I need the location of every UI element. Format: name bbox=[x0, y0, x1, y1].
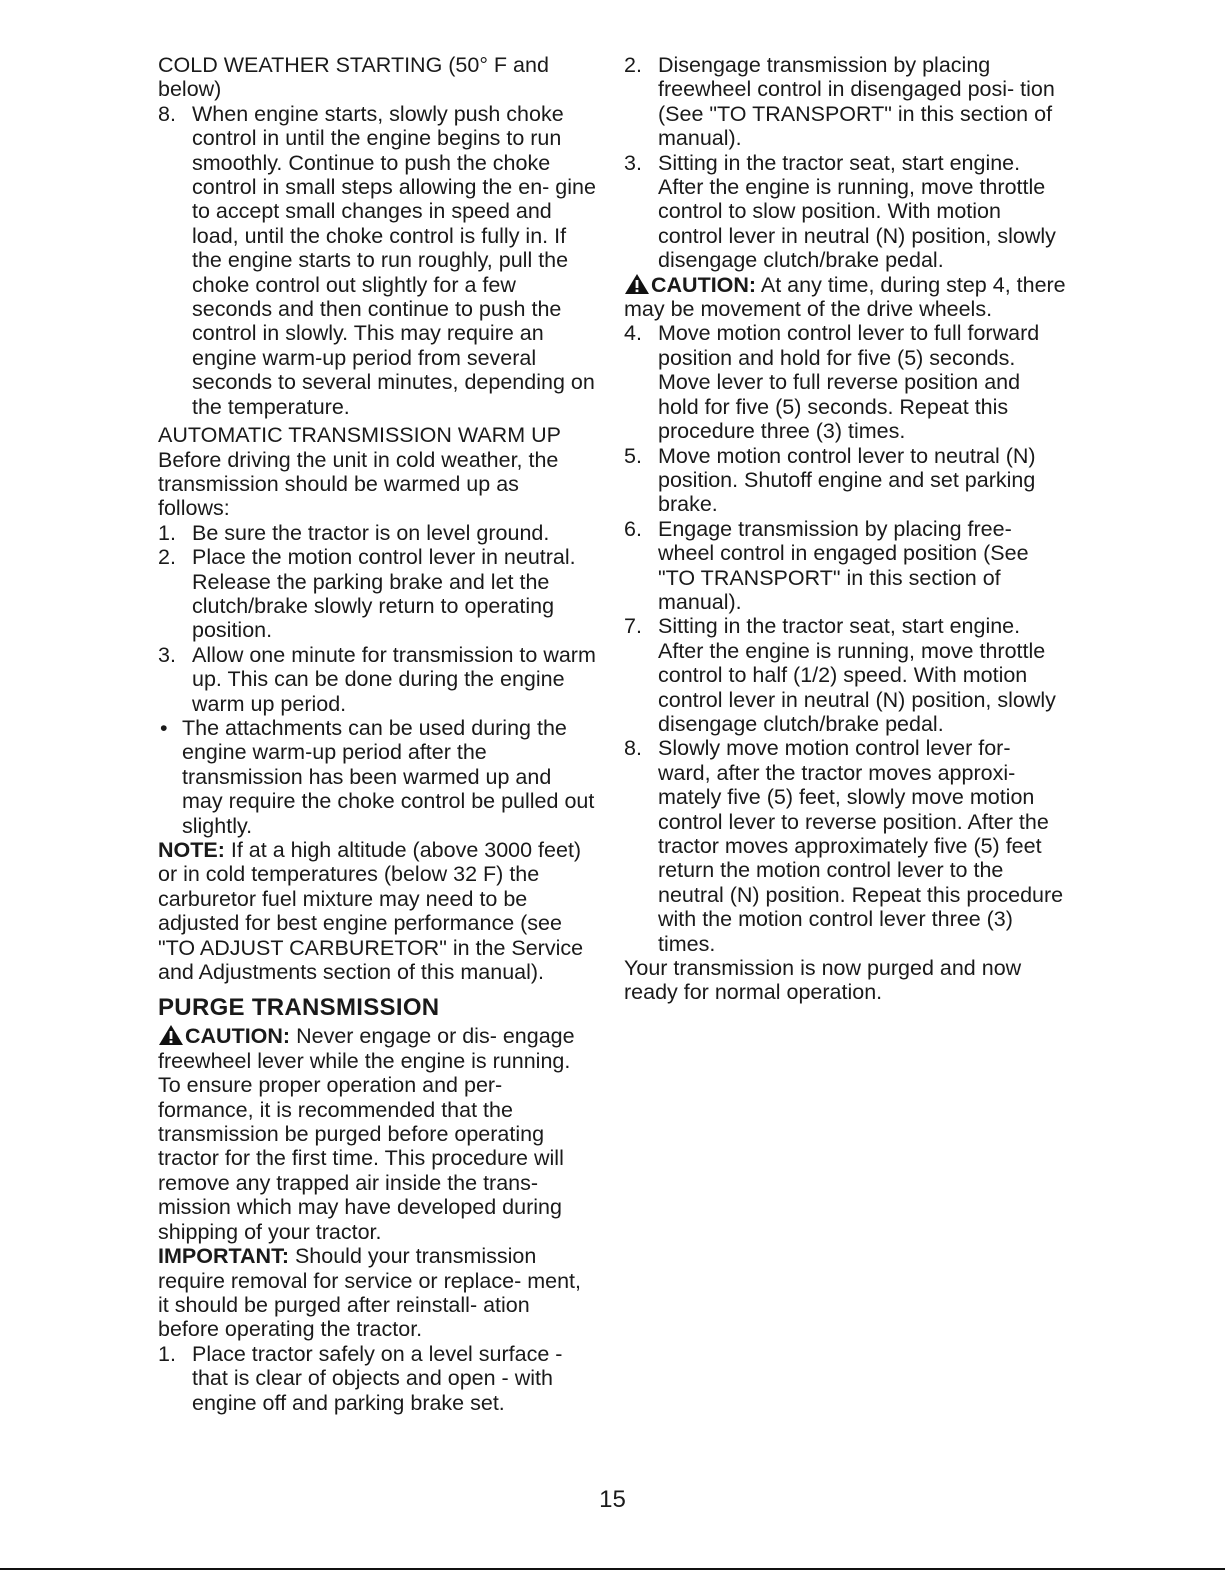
step-number: 1. bbox=[158, 520, 176, 545]
list-item bbox=[158, 545, 596, 643]
step-number: 8. bbox=[158, 101, 176, 126]
step-text: Sitting in the tractor seat, start engine. After the engine is running, move throttle control to slow position. With motion control lever in neutral (N) position, slowly disengage clutch/brake pedal. bbox=[658, 150, 1056, 273]
note-paragraph bbox=[158, 838, 596, 984]
closing-paragraph: Your transmission is now purged and now ready for normal operation. bbox=[624, 956, 1022, 1005]
auto-transmission-intro: Before driving the unit in cold weather, the transmission should be warmed up as follows: bbox=[158, 447, 559, 521]
list-item bbox=[624, 53, 1066, 151]
step-text: Place the motion control lever in neutral. Release the parking brake and let the clutch/brake slowly return to operating position. bbox=[192, 545, 576, 643]
step-text: Allow one minute for transmission to warm up. This can be done during the engine warm up period. bbox=[192, 642, 596, 716]
warning-triangle-icon bbox=[624, 273, 650, 295]
warning-triangle-icon bbox=[158, 1024, 184, 1046]
list-item bbox=[624, 614, 1066, 736]
list-item bbox=[624, 151, 1066, 273]
step-number: 3. bbox=[624, 150, 642, 175]
bullet-symbol: • bbox=[160, 715, 168, 740]
list-item bbox=[624, 736, 1066, 956]
cold-weather-heading: COLD WEATHER STARTING (50° F and below) bbox=[158, 53, 549, 102]
list-item bbox=[624, 517, 1066, 615]
note-text: If at a high altitude (above 3000 feet) or in cold temperatures (below 32 F) the carburetor fuel mixture may need to be adjusted for best engine performance (see "TO ADJUST CARBURETOR" in the Service and Adjustments section of this manual). bbox=[158, 838, 584, 985]
list-item bbox=[158, 643, 596, 716]
caution-label: CAUTION: bbox=[651, 272, 757, 297]
bottom-divider bbox=[0, 1568, 1225, 1570]
bullet-text: The attachments can be used during the engine warm-up period after the transmission has been warmed up and may require the choke control be pulled out slightly. bbox=[182, 715, 595, 838]
list-item bbox=[158, 521, 596, 545]
step-number: 7. bbox=[624, 614, 642, 639]
auto-transmission-steps bbox=[158, 521, 596, 716]
note-label: NOTE: bbox=[158, 838, 225, 862]
left-column bbox=[158, 53, 596, 1415]
important-label: IMPORTANT: bbox=[158, 1244, 289, 1269]
attachments-bullet bbox=[158, 716, 596, 838]
step-text: Disengage transmission by placing freewheel control in disengaged posi- tion (See "TO TRANSPORT" in this section of manual). bbox=[658, 53, 1055, 151]
caution-freewheel bbox=[158, 1024, 596, 1073]
step-number: 6. bbox=[624, 516, 642, 541]
step-number: 4. bbox=[624, 321, 642, 346]
step-text: Move motion control lever to full forward position and hold for five (5) seconds. Move lever to full reverse position and hold for five (5) seconds. Repeat this procedure three (3) times. bbox=[658, 321, 1040, 444]
important-paragraph bbox=[158, 1244, 596, 1342]
cold-weather-step-8 bbox=[158, 102, 596, 419]
right-column bbox=[624, 53, 1066, 1005]
step-number: 3. bbox=[158, 642, 176, 667]
purge-transmission-title: PURGE TRANSMISSION bbox=[158, 994, 440, 1022]
step-text: When engine starts, slowly push choke control in until the engine begins to run smoothly. Continue to push the choke control in small steps allowing the en- gine to accept small changes in speed and load, until the choke control is fully in. If the engine starts to run roughly, pull the choke control out slightly for a few seconds and then continue to push the control in slowly. This may require an engine warm-up period from several seconds to several minutes, depending on the temperature. bbox=[192, 101, 596, 419]
step-text: Move motion control lever to neutral (N) position. Shutoff engine and set parking brake. bbox=[658, 443, 1036, 517]
important-text: Should your transmission require removal for service or replace- ment, it should be purged after reinstall- ation before operating the tractor. bbox=[158, 1244, 581, 1342]
purge-step-1 bbox=[158, 1342, 596, 1415]
caution-drive-wheels bbox=[624, 273, 1066, 322]
step-text: Place tractor safely on a level surface - that is clear of objects and open - with engine off and parking brake set. bbox=[192, 1341, 563, 1415]
list-item bbox=[624, 321, 1066, 443]
auto-transmission-heading: AUTOMATIC TRANSMISSION WARM UP bbox=[158, 423, 561, 448]
step-text: Be sure the tractor is on level ground. bbox=[192, 520, 550, 545]
step-text: Engage transmission by placing free- wheel control in engaged position (See "TO TRANSPORT" in this section of manual). bbox=[658, 516, 1029, 614]
step-text: Sitting in the tractor seat, start engine. After the engine is running, move throttle control to half (1/2) speed. With motion control lever in neutral (N) position, slowly disengage clutch/brake pedal. bbox=[658, 614, 1056, 736]
purge-intro: To ensure proper operation and per- formance, it is recommended that the transmission be purged before operating tractor for the first time. This procedure will remove any trapped air inside the trans- mission which may have developed during shipping of your tractor. bbox=[158, 1073, 564, 1244]
step-number: 8. bbox=[624, 736, 642, 761]
step-number: 2. bbox=[624, 53, 642, 77]
step-number: 5. bbox=[624, 443, 642, 468]
caution-label: CAUTION: bbox=[185, 1024, 291, 1049]
step-number: 1. bbox=[158, 1341, 176, 1366]
list-item bbox=[624, 444, 1066, 517]
step-number: 2. bbox=[158, 545, 176, 570]
caution-text: Never engage or dis- engage freewheel lever while the engine is running. bbox=[158, 1024, 575, 1073]
caution-text: At any time, during step 4, there may be movement of the drive wheels. bbox=[624, 272, 1066, 322]
page-number: 15 bbox=[599, 1486, 626, 1513]
step-text: Slowly move motion control lever for- ward, after the tractor moves approxi- mately five (5) feet, slowly move motion control lever to reverse position. After the tractor moves approximately five (5) feet return the motion control lever to the neutral (N) position. Repeat this procedure with the motion control lever three (3) times. bbox=[658, 736, 1064, 956]
